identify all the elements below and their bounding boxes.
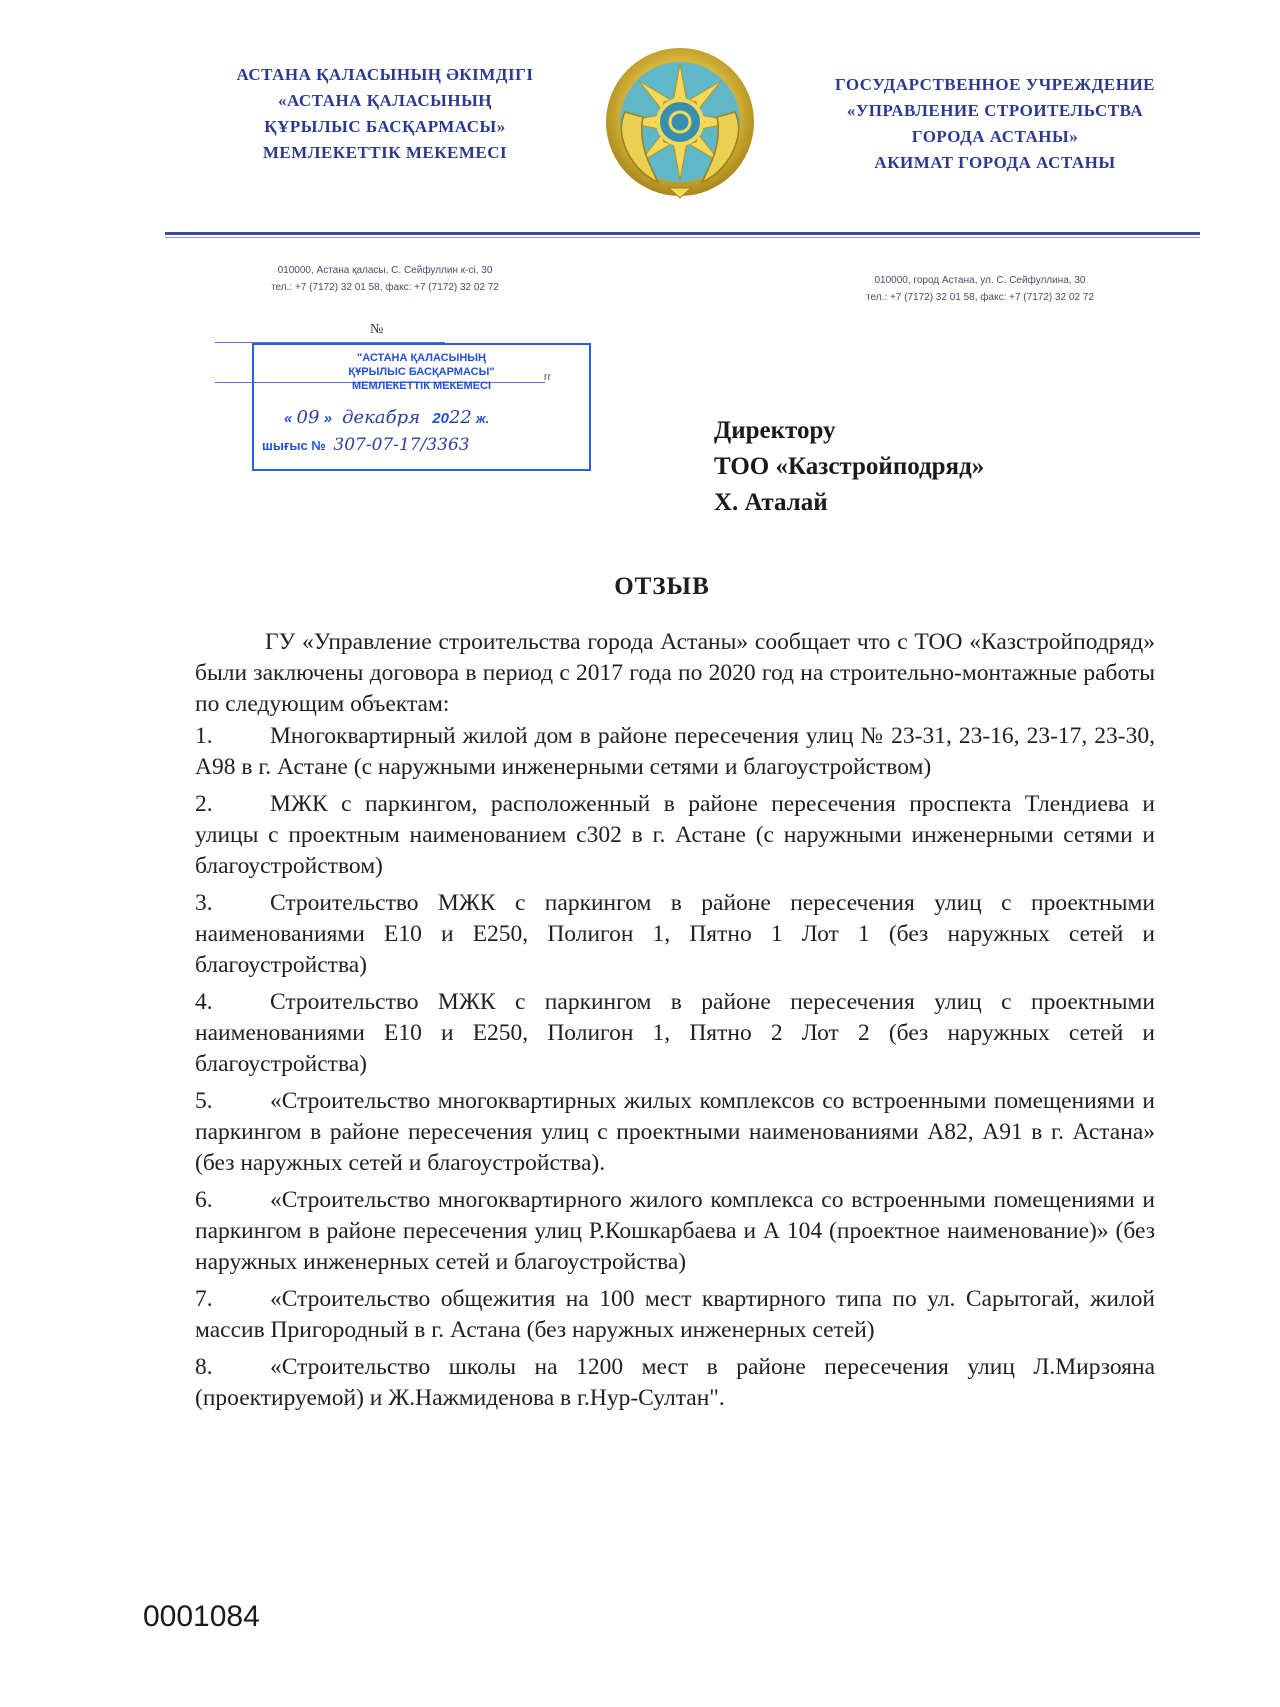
- item-number: 2.: [195, 791, 213, 817]
- stamp-month: декабря: [342, 407, 421, 428]
- item-number: 3.: [195, 890, 213, 916]
- stamp-outgoing-number: [262, 435, 470, 455]
- address-kazakh: [215, 262, 555, 296]
- list-item: [195, 1185, 1155, 1278]
- header-right-line: ГОРОДА АСТАНЫ»: [911, 127, 1079, 146]
- item-number: 8.: [195, 1354, 213, 1380]
- item-text: «Строительство общежития на 100 мест квартирного типа по ул. Сарытогай, жилой массив Пригородный в г. Астана (без наружных инженерных сетей): [195, 1286, 1155, 1343]
- stamp-gr-label: гг: [544, 372, 552, 383]
- header-left-line: ҚҰРЫЛЫС БАСҚАРМАСЫ»: [264, 117, 506, 136]
- outgoing-number-label: №: [370, 322, 384, 337]
- item-text: «Строительство многоквартирного жилого комплекса со встроенными помещениями и паркингом в районе пересечения улиц Р.Кошкарбаева и А 104 (проектное наименование)» (без наружных инженерных сетей и благоустройства): [195, 1187, 1155, 1275]
- item-text: Строительство МЖК с паркингом в районе пересечения улиц с проектными наименованиями Е10 и Е250, Полигон 1, Пятно 2 Лот 2 (без наружных сетей и благоустройства): [195, 989, 1155, 1077]
- address-line: 010000, город Астана, ул. С. Сейфуллина, 30: [874, 275, 1086, 286]
- header-divider-thin: [165, 237, 1200, 238]
- address-russian: [810, 272, 1150, 306]
- recipient-block: [714, 413, 984, 521]
- item-text: «Строительство школы на 1200 мест в районе пересечения улиц Л.Мирзояна (проектируемой) и Ж.Нажмиденова в г.Нур-Султан".: [195, 1354, 1155, 1411]
- header-left-line: «АСТАНА ҚАЛАСЫНЫҢ: [277, 91, 493, 110]
- registration-stamp: [252, 343, 591, 471]
- stamp-number-value: 307-07-17/3363: [333, 435, 470, 455]
- header-right-line: ГОСУДАРСТВЕННОЕ УЧРЕЖДЕНИЕ: [834, 75, 1156, 94]
- document-serial-number: 0001084: [143, 1600, 260, 1633]
- stamp-number-prefix: шығыс №: [262, 438, 326, 453]
- item-text: Многоквартирный жилой дом в районе пересечения улиц № 23-31, 23-16, 23-17, 23-30, А98 в г. Астане (с наружными инженерными сетями и благоустройством): [195, 723, 1155, 780]
- address-line: тел.: +7 (7172) 32 01 58, факс: +7 (7172) 32 02 72: [271, 282, 499, 293]
- item-text: МЖК с паркингом, расположенный в районе пересечения проспекта Тлендиева и улицы с проектным наименованием с302 в г. Астане (с наружными инженерными сетями и благоустройством): [195, 791, 1155, 879]
- stamp-org-line: "АСТАНА ҚАЛАСЫНЫҢ: [356, 352, 487, 364]
- stamp-quote-close: »: [323, 410, 332, 427]
- stamp-year: 22: [448, 407, 472, 428]
- header-kazakh-org: [210, 62, 560, 166]
- stamp-year-prefix: 20: [432, 410, 449, 427]
- list-item: [195, 721, 1155, 783]
- header-russian-org: [795, 72, 1195, 176]
- item-number: 5.: [195, 1088, 213, 1114]
- stamp-quote-open: «: [284, 410, 293, 427]
- recipient-position: Директору: [714, 417, 836, 444]
- header-right-line: «УПРАВЛЕНИЕ СТРОИТЕЛЬСТВА: [846, 101, 1144, 120]
- coat-of-arms-icon: [603, 42, 758, 202]
- stamp-year-suffix: ж.: [476, 411, 490, 426]
- letter-body: [195, 627, 1155, 1420]
- list-item: [195, 789, 1155, 882]
- item-text: «Строительство многоквартирных жилых комплексов со встроенными помещениями и паркингом в районе пересечения улиц с проектными наименованиями А82, А91 в г. Астана» (без наружных сетей и благоустройства).: [195, 1088, 1155, 1176]
- header-right-line: АКИМАТ ГОРОДА АСТАНЫ: [874, 153, 1116, 172]
- list-item: [195, 1352, 1155, 1414]
- stamp-day: 09: [296, 407, 320, 428]
- list-item: [195, 888, 1155, 981]
- intro-paragraph: ГУ «Управление строительства города Астаны» сообщает что с ТОО «Казстройподряд» были заключены договора в период с 2017 года по 2020 год на строительно-монтажные работы по следующим объектам:: [195, 629, 1155, 717]
- stamp-organization: [254, 351, 589, 393]
- address-line: 010000, Астана қаласы, С. Сейфуллин к-сі, 30: [277, 265, 493, 276]
- document-title: ОТЗЫВ: [614, 573, 710, 600]
- item-number: 7.: [195, 1286, 213, 1312]
- item-number: 1.: [195, 723, 213, 749]
- stamp-org-line: ҚҰРЫЛЫС БАСҚАРМАСЫ": [348, 366, 495, 378]
- recipient-name: Х. Аталай: [714, 489, 828, 516]
- recipient-company: ТОО «Казстройподряд»: [714, 453, 985, 480]
- stamp-date: [284, 407, 489, 428]
- item-number: 4.: [195, 989, 213, 1015]
- item-text: Строительство МЖК с паркингом в районе пересечения улиц с проектными наименованиями Е10 и Е250, Полигон 1, Пятно 1 Лот 1 (без наружных сетей и благоустройства): [195, 890, 1155, 978]
- address-line: тел.: +7 (7172) 32 01 58, факс: +7 (7172) 32 02 72: [866, 292, 1094, 303]
- list-item: [195, 1086, 1155, 1179]
- header-left-line: АСТАНА ҚАЛАСЫНЫҢ ӘКІМДІГІ: [236, 65, 534, 84]
- list-item: [195, 987, 1155, 1080]
- item-number: 6.: [195, 1187, 213, 1213]
- header-divider: [165, 232, 1200, 235]
- stamp-org-line: МЕМЛЕКЕТТІК МЕКЕМЕСІ: [351, 380, 492, 392]
- list-item: [195, 1284, 1155, 1346]
- header-left-line: МЕМЛЕКЕТТІК МЕКЕМЕСІ: [262, 143, 508, 162]
